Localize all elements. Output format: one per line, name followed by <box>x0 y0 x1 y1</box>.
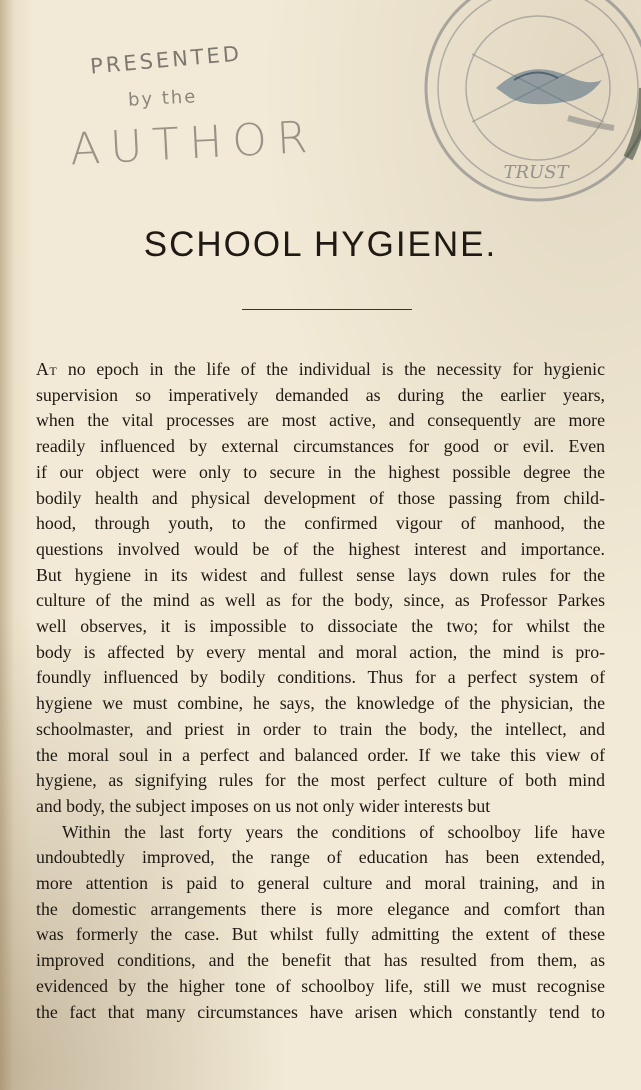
text-line: foundly influenced by bodily conditions. Thus for a perfect system of <box>36 667 605 688</box>
text-line: bodily health and physical development of those passing from child- <box>36 487 605 508</box>
text-line: the domestic arrangements there is more elegance and comfort than <box>36 898 605 919</box>
text-line: questions involved would be of the highest interest and importance. <box>36 538 605 559</box>
text-line: the moral soul in a perfect and balanced order. If we take this view of <box>36 744 605 765</box>
opening-word: At <box>36 359 58 379</box>
text-line: if our object were only to secure in the highest possible degree the <box>36 461 605 482</box>
page-title: SCHOOL HYGIENE. <box>143 225 498 264</box>
text-line: supervision so imperatively demanded as during the earlier years, <box>36 384 605 405</box>
body-text <box>36 357 605 1025</box>
text-line: Within the last forty years the conditions of schoolboy life have <box>62 821 605 842</box>
text-line: schoolmaster, and priest in order to train the body, the intellect, and <box>36 718 605 739</box>
text-line: improved conditions, and the benefit that has resulted from them, as <box>36 950 605 971</box>
text-line: hygiene we must combine, he says, the knowledge of the physician, the <box>36 693 605 714</box>
text-line: culture of the mind as well as for the body, since, as Professor Parkes <box>36 590 605 611</box>
text-line: But hygiene in its widest and fullest sense lays down rules for the <box>36 564 605 585</box>
inscription-line: by the <box>127 86 198 111</box>
text-line: readily influenced by external circumstances for good or evil. Even <box>36 436 605 457</box>
text-line: well observes, it is impossible to dissociate the two; for whilst the <box>36 616 605 637</box>
text-line: the fact that many circumstances have arisen which constantly tend to <box>36 1001 605 1022</box>
text-line: hood, through youth, to the confirmed vigour of manhood, the <box>36 513 605 534</box>
svg-text:TRUST: TRUST <box>503 162 569 183</box>
text-line: when the vital processes are most active, and consequently are more <box>36 410 605 431</box>
library-stamp-icon <box>418 0 641 208</box>
text-line: was formerly the case. But whilst fully admitting the extent of these <box>36 924 605 945</box>
text-line: hygiene, as signifying rules for the most perfect culture of both mind <box>36 770 605 791</box>
text-line: At no epoch in the life of the individual is the necessity for hygienic <box>36 359 605 379</box>
handwritten-inscription <box>60 18 319 176</box>
title-divider <box>242 309 412 310</box>
text-line: more attention is paid to general culture and moral training, and in <box>36 873 605 894</box>
inscription-line: PRESENTED <box>89 41 243 79</box>
inscription-line: AUTHOR <box>68 111 319 176</box>
text-line: undoubtedly improved, the range of education has been extended, <box>36 847 605 868</box>
text-line: body is affected by every mental and moral action, the mind is pro- <box>36 641 605 662</box>
text-line: evidenced by the higher tone of schoolboy life, still we must recognise <box>36 975 605 996</box>
text-line: and body, the subject imposes on us not only wider interests but <box>36 795 491 816</box>
